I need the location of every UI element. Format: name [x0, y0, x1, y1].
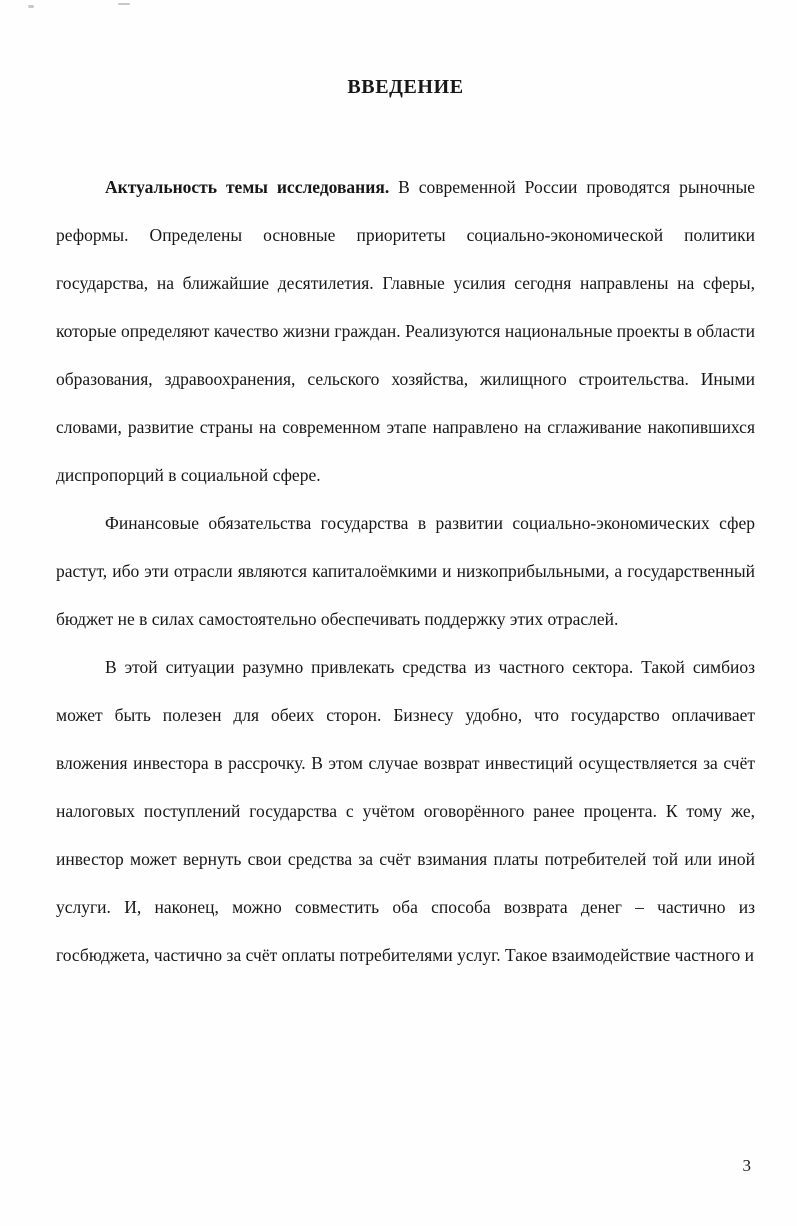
scan-artifact: [118, 3, 130, 5]
paragraph-text: В современной России проводятся рыночные реформы. Определены основные приоритеты социально-экономической политики государства, на ближайшие десятилетия. Главные усилия сегодня направлены на сферы, которые определяют качество жизни граждан. Реализуются национальные проекты в области образования, здравоохранения, сельского хозяйства, жилищного строительства. Иными словами, развитие страны на современном этапе направлено на сглаживание накопившихся диспропорций в социальной сфере.: [56, 177, 756, 485]
scan-artifact: [28, 5, 34, 8]
paragraph-3: [56, 643, 755, 979]
page-number: 3: [742, 1156, 751, 1175]
document-body: [56, 163, 755, 979]
paragraph-text: В этой ситуации разумно привлекать средства из частного сектора. Такой симбиоз может быть полезен для обеих сторон. Бизнесу удобно, что государство оплачивает вложения инвестора в рассрочку. В этом случае возврат инвестиций осуществляется за счёт налоговых поступлений государства с учётом оговорённого ранее процента. К тому же, инвестор может вернуть свои средства за счёт взимания платы потребителей той или иной услуги. И, наконец, можно совместить оба способа возврата денег – частично из госбюджета, частично за счёт оплаты потребителями услуг. Такое взаимодействие частного и: [56, 657, 755, 965]
paragraph-2: [56, 499, 755, 643]
paragraph-lead: Актуальность темы исследования.: [105, 177, 390, 197]
paragraph-text: Финансовые обязательства государства в развитии социально-экономических сфер растут, ибо эти отрасли являются капиталоёмкими и низкоприбыльными, а государственный бюджет не в силах самостоятельно обеспечивать поддержку этих отраслей.: [56, 513, 755, 629]
page-title: ВВЕДЕНИЕ: [347, 76, 464, 98]
paragraph-1: [56, 163, 755, 499]
